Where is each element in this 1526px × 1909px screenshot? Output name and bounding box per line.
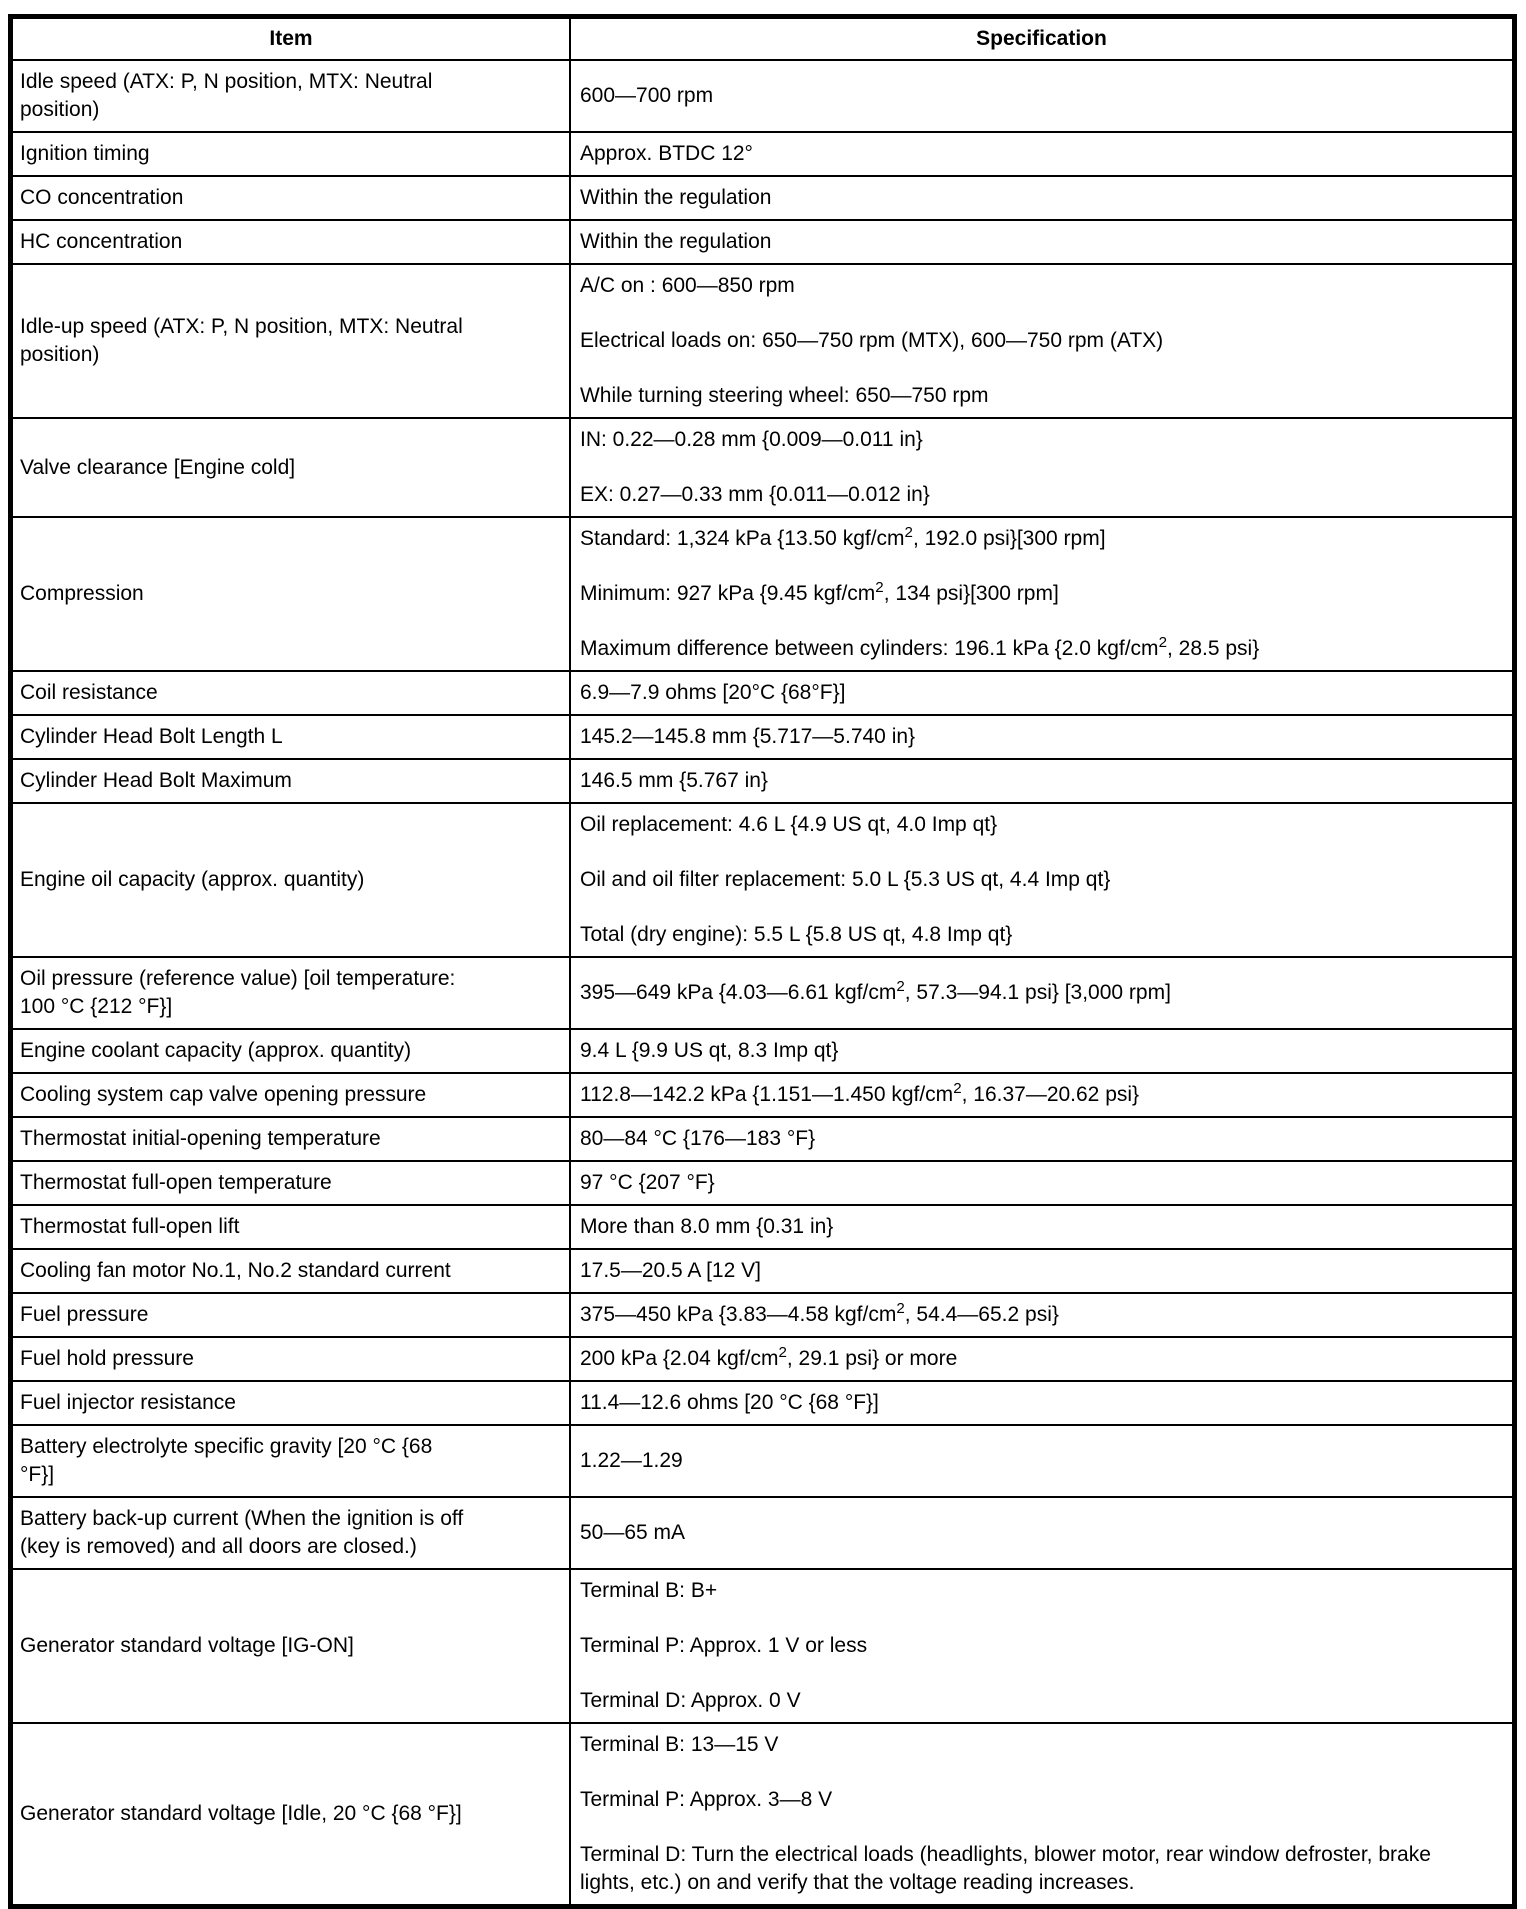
item-cell	[11, 1723, 570, 1907]
specification-text-line: 50—65 mA	[579, 1521, 686, 1544]
superscript-2: 2	[896, 1300, 905, 1317]
item-text-line: °F}]	[20, 1463, 55, 1486]
specification-cell	[570, 1249, 1515, 1293]
specification-text-line: While turning steering wheel: 650—750 rpm	[579, 384, 989, 407]
item-text-line: Cooling fan motor No.1, No.2 standard current	[20, 1259, 451, 1282]
item-cell	[11, 1497, 570, 1569]
item-text-line: Cylinder Head Bolt Maximum	[20, 769, 292, 792]
item-text-line: (key is removed) and all doors are closed.)	[20, 1535, 417, 1558]
item-cell	[11, 759, 570, 803]
item-text-line: Valve clearance [Engine cold]	[20, 455, 296, 479]
item-cell	[11, 60, 570, 132]
specification-text-line: Standard: 1,324 kPa {13.50 kgf/$cm^2$, 192.0 psi}[300 rpm]	[579, 524, 1106, 550]
specification-text-line: 112.8—142.2 kPa {1.151—1.450 kgf/$cm^2$, 16.37—20.62 psi}	[579, 1080, 1140, 1106]
specification-cell	[570, 1381, 1515, 1425]
table-row	[11, 1293, 1515, 1337]
table-row	[11, 220, 1515, 264]
item-text-line: CO concentration	[20, 186, 184, 209]
item-text-line: Cooling system cap valve opening pressure	[20, 1083, 427, 1106]
item-text-line: Battery electrolyte specific gravity [20 °C {68	[20, 1435, 433, 1458]
table-row	[11, 1073, 1515, 1117]
item-text-line: position)	[20, 343, 100, 366]
item-cell	[11, 176, 570, 220]
specification-cell	[570, 1029, 1515, 1073]
specification-text-line: 146.5 mm {5.767 in}	[579, 769, 768, 792]
table-row	[11, 132, 1515, 176]
specification-text-line: 6.9—7.9 ohms [20°C {68°F}]	[579, 681, 846, 704]
item-text-line: Thermostat initial-opening temperature	[20, 1127, 381, 1150]
engine-specification-table	[8, 14, 1517, 1909]
item-cell	[11, 1425, 570, 1497]
item-cell	[11, 1249, 570, 1293]
table-row	[11, 60, 1515, 132]
specification-text-line: Oil and oil filter replacement: 5.0 L {5.3 US qt, 4.4 Imp qt}	[579, 868, 1111, 891]
specification-text-line: 17.5—20.5 A [12 V]	[579, 1259, 761, 1282]
item-cell	[11, 517, 570, 671]
item-cell	[11, 1381, 570, 1425]
item-text-line: Idle speed (ATX: P, N position, MTX: Neutral	[20, 70, 433, 93]
item-cell	[11, 1569, 570, 1723]
specification-cell	[570, 1425, 1515, 1497]
table-row	[11, 715, 1515, 759]
table-row	[11, 1337, 1515, 1381]
specification-cell	[570, 418, 1515, 517]
item-text-line: Generator standard voltage [IG-ON]	[20, 1634, 354, 1657]
specification-cell	[570, 264, 1515, 418]
spec-table-body	[11, 60, 1515, 1907]
superscript-2: 2	[778, 1344, 787, 1361]
specification-cell	[570, 132, 1515, 176]
specification-cell	[570, 715, 1515, 759]
item-text-line: Thermostat full-open temperature	[20, 1171, 332, 1194]
item-text-line: Fuel hold pressure	[20, 1347, 194, 1370]
specification-text-line: Within the regulation	[579, 230, 772, 253]
item-text-line: Compression	[20, 582, 144, 605]
specification-text-line: Approx. BTDC 12°	[579, 142, 753, 165]
table-row	[11, 1161, 1515, 1205]
table-row	[11, 1497, 1515, 1569]
item-cell	[11, 418, 570, 517]
table-row	[11, 1117, 1515, 1161]
item-text-line: Fuel pressure	[20, 1303, 149, 1326]
item-text-line: 100 °C {212 °F}]	[20, 995, 173, 1018]
specification-text-line: A/C on : 600—850 rpm	[579, 274, 795, 297]
specification-text-line: 200 kPa {2.04 kgf/$cm^2$, 29.1 psi} or more	[579, 1344, 958, 1370]
specification-text-line: Terminal D: Turn the electrical loads (headlights, blower motor, rear window defroster, brake lights, etc.) on and verify that the voltage reading increases.	[579, 1843, 1431, 1894]
specification-cell	[570, 1497, 1515, 1569]
table-row	[11, 1381, 1515, 1425]
specification-cell	[570, 1117, 1515, 1161]
specification-text-line: 80—84 °C {176—183 °F}	[579, 1127, 816, 1150]
superscript-2: 2	[896, 978, 905, 995]
item-text-line: Coil resistance	[20, 681, 158, 704]
specification-text-line: EX: 0.27—0.33 mm {0.011—0.012 in}	[579, 483, 930, 506]
specification-cell	[570, 176, 1515, 220]
item-cell	[11, 715, 570, 759]
item-text-line: HC concentration	[20, 230, 183, 253]
item-cell	[11, 1161, 570, 1205]
specification-text-line: Oil replacement: 4.6 L {4.9 US qt, 4.0 Imp qt}	[579, 813, 998, 836]
item-text-line: Generator standard voltage [Idle, 20 °C {68 °F}]	[20, 1802, 462, 1825]
item-text-line: Thermostat full-open lift	[20, 1215, 240, 1238]
specification-cell	[570, 1569, 1515, 1723]
table-row	[11, 1569, 1515, 1723]
specification-text-line: 11.4—12.6 ohms [20 °C {68 °F}]	[579, 1391, 879, 1414]
specification-text-line: Terminal P: Approx. 3—8 V	[579, 1788, 833, 1811]
specification-cell	[570, 671, 1515, 715]
specification-text-line: 375—450 kPa {3.83—4.58 kgf/$cm^2$, 54.4—65.2 psi}	[579, 1300, 1059, 1326]
table-row	[11, 418, 1515, 517]
table-row	[11, 1205, 1515, 1249]
column-header-specification: Specification	[570, 17, 1515, 61]
specification-text-line: Terminal D: Approx. 0 V	[579, 1689, 801, 1712]
item-text-line: Cylinder Head Bolt Length L	[20, 725, 283, 748]
specification-text-line: 145.2—145.8 mm {5.717—5.740 in}	[579, 725, 916, 748]
superscript-2: 2	[1158, 634, 1167, 651]
specification-text-line: Terminal P: Approx. 1 V or less	[579, 1634, 868, 1657]
specification-cell	[570, 517, 1515, 671]
specification-text-line: Total (dry engine): 5.5 L {5.8 US qt, 4.8 Imp qt}	[579, 923, 1013, 946]
item-cell	[11, 957, 570, 1029]
table-row	[11, 671, 1515, 715]
item-cell	[11, 1117, 570, 1161]
specification-cell	[570, 1161, 1515, 1205]
table-row	[11, 803, 1515, 957]
specification-text-line: 600—700 rpm	[579, 84, 714, 107]
item-cell	[11, 1337, 570, 1381]
specification-cell	[570, 1723, 1515, 1907]
item-text-line: Engine oil capacity (approx. quantity)	[20, 868, 365, 891]
item-cell	[11, 1073, 570, 1117]
superscript-2: 2	[953, 1080, 962, 1097]
specification-text-line: 395—649 kPa {4.03—6.61 kgf/$cm^2$, 57.3—94.1 psi} [3,000 rpm]	[579, 978, 1171, 1004]
item-cell	[11, 1205, 570, 1249]
item-cell	[11, 220, 570, 264]
specification-text-line: Maximum difference between cylinders: 196.1 kPa {2.0 kgf/$cm^2$, 28.5 psi}	[579, 634, 1260, 660]
item-cell	[11, 671, 570, 715]
table-row	[11, 176, 1515, 220]
specification-text-line: 9.4 L {9.9 US qt, 8.3 Imp qt}	[579, 1039, 839, 1062]
specification-text-line: Terminal B: 13—15 V	[579, 1733, 779, 1756]
specification-text-line: 97 °C {207 °F}	[579, 1171, 715, 1194]
specification-cell	[570, 1073, 1515, 1117]
item-cell	[11, 803, 570, 957]
item-text-line: position)	[20, 98, 100, 121]
specification-cell	[570, 957, 1515, 1029]
table-row	[11, 1723, 1515, 1907]
item-text-line: Idle-up speed (ATX: P, N position, MTX: Neutral	[20, 315, 463, 338]
superscript-2: 2	[875, 579, 884, 596]
table-row	[11, 957, 1515, 1029]
superscript-2: 2	[904, 524, 913, 541]
item-text-line: Ignition timing	[20, 142, 150, 165]
specification-text-line: Minimum: 927 kPa {9.45 kgf/$cm^2$, 134 psi}[300 rpm]	[579, 579, 1059, 605]
item-cell	[11, 1293, 570, 1337]
table-row	[11, 1249, 1515, 1293]
table-row	[11, 264, 1515, 418]
item-text-line: Engine coolant capacity (approx. quantity)	[20, 1039, 412, 1062]
specification-text-line: More than 8.0 mm {0.31 in}	[579, 1215, 834, 1238]
specification-cell	[570, 220, 1515, 264]
item-text-line: Fuel injector resistance	[20, 1391, 236, 1414]
specification-cell	[570, 759, 1515, 803]
specification-text-line: Within the regulation	[579, 186, 772, 209]
table-header	[11, 17, 1515, 61]
table-row	[11, 1425, 1515, 1497]
column-header-item: Item	[11, 17, 570, 61]
specification-text-line: IN: 0.22—0.28 mm {0.009—0.011 in}	[579, 428, 923, 451]
specification-cell	[570, 1293, 1515, 1337]
header-row	[11, 17, 1515, 61]
item-cell	[11, 132, 570, 176]
item-cell	[11, 1029, 570, 1073]
specification-cell	[570, 803, 1515, 957]
specification-cell	[570, 1337, 1515, 1381]
specification-cell	[570, 1205, 1515, 1249]
table-row	[11, 759, 1515, 803]
specification-cell	[570, 60, 1515, 132]
specification-text-line: Electrical loads on: 650—750 rpm (MTX), 600—750 rpm (ATX)	[579, 329, 1164, 352]
item-text-line: Battery back-up current (When the ignition is off	[20, 1507, 464, 1530]
specification-text-line: Terminal B: B+	[579, 1579, 718, 1602]
item-text-line: Oil pressure (reference value) [oil temperature:	[20, 967, 456, 990]
table-row	[11, 517, 1515, 671]
table-row	[11, 1029, 1515, 1073]
item-cell	[11, 264, 570, 418]
specification-text-line: 1.22—1.29	[579, 1449, 683, 1472]
